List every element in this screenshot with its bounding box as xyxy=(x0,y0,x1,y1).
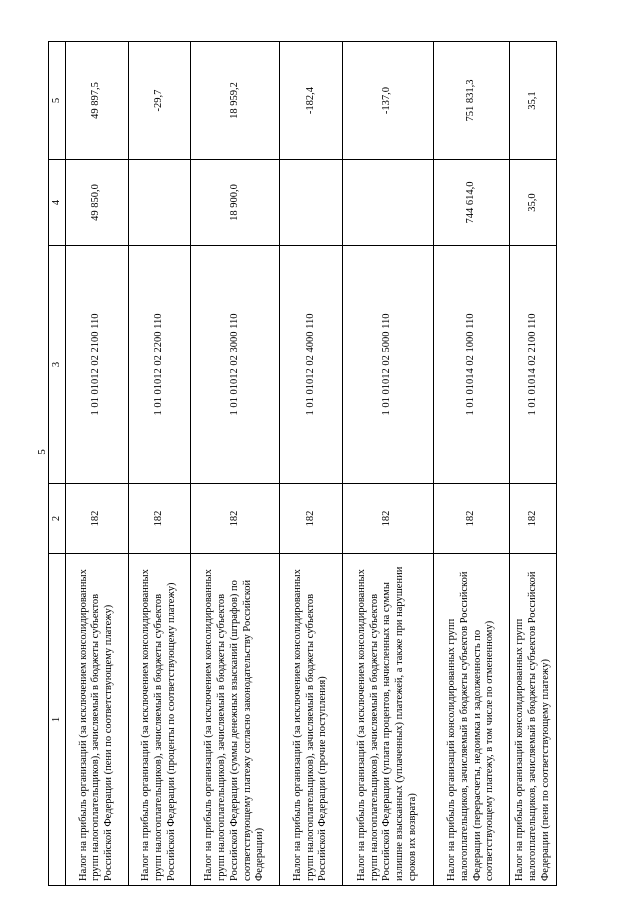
column-header-2: 2 xyxy=(49,484,66,554)
table-row xyxy=(433,42,509,886)
column-header-4: 4 xyxy=(49,160,66,246)
row-name-cell: Налог на прибыль организаций (за исключением консолидированных групп налогоплательщиков), зачисляемый в бюджеты субъектов Российской Федерации (прочие поступления) xyxy=(280,554,343,886)
admin-code-cell: 182 xyxy=(66,484,129,554)
kbk-code-cell: 1 01 01012 02 2100 110 xyxy=(66,246,129,484)
table-container xyxy=(48,42,557,886)
fact-value-cell: -182,4 xyxy=(280,42,343,160)
row-name-cell: Налог на прибыль организаций консолидированных групп налогоплательщиков, зачисляемый в бюджеты субъектов Российской Федерации (перерасчеты, недоимка и задолженность по соответствующему платежу, в том числе по отмененному) xyxy=(433,554,509,886)
row-name-cell: Налог на прибыль организаций (за исключением консолидированных групп налогоплательщиков), зачисляемый в бюджеты субъектов Российской Федерации (проценты по соответствующему платежу) xyxy=(128,554,191,886)
admin-code-cell: 182 xyxy=(433,484,509,554)
admin-code-cell: 182 xyxy=(280,484,343,554)
row-name-cell: Налог на прибыль организаций (за исключением консолидированных групп налогоплательщиков), зачисляемый в бюджеты субъектов Российской Федерации (уплата процентов, начисленных на суммы излишне взысканных (уплаченных) платежей, а также при нарушении сроков их возврата) xyxy=(342,554,433,886)
fact-value-cell: -137,0 xyxy=(342,42,433,160)
plan-value-cell xyxy=(342,160,433,246)
fact-value-cell: 49 897,5 xyxy=(66,42,129,160)
plan-value-cell xyxy=(128,160,191,246)
kbk-code-cell: 1 01 01012 02 2200 110 xyxy=(128,246,191,484)
kbk-code-cell: 1 01 01014 02 2100 110 xyxy=(510,246,557,484)
plan-value-cell xyxy=(280,160,343,246)
page-number: 5 xyxy=(36,449,48,455)
admin-code-cell: 182 xyxy=(342,484,433,554)
plan-value-cell: 744 614,0 xyxy=(433,160,509,246)
kbk-code-cell: 1 01 01012 02 5000 110 xyxy=(342,246,433,484)
kbk-code-cell: 1 01 01012 02 3000 110 xyxy=(191,246,280,484)
row-name-cell: Налог на прибыль организаций (за исключением консолидированных групп налогоплательщиков), зачисляемый в бюджеты субъектов Российской Федерации (суммы денежных взысканий (штрафов) по соответствующему платежу согласно законодательству Российской Федерации) xyxy=(191,554,280,886)
row-name-cell: Налог на прибыль организаций консолидированных групп налогоплательщиков, зачисляемый в бюджеты субъектов Российской Федерации (пени по соответствующему платежу) xyxy=(510,554,557,886)
column-header-1: 1 xyxy=(49,554,66,886)
table-row xyxy=(342,42,433,886)
table-row xyxy=(280,42,343,886)
table-row xyxy=(66,42,129,886)
header-row xyxy=(49,42,66,886)
admin-code-cell: 182 xyxy=(128,484,191,554)
table-row xyxy=(128,42,191,886)
fact-value-cell: 751 831,3 xyxy=(433,42,509,160)
admin-code-cell: 182 xyxy=(510,484,557,554)
revenue-table xyxy=(48,41,557,886)
column-header-5: 5 xyxy=(49,42,66,160)
fact-value-cell: -29,7 xyxy=(128,42,191,160)
plan-value-cell: 35,0 xyxy=(510,160,557,246)
plan-value-cell: 49 850,0 xyxy=(66,160,129,246)
fact-value-cell: 18 959,2 xyxy=(191,42,280,160)
kbk-code-cell: 1 01 01012 02 4000 110 xyxy=(280,246,343,484)
kbk-code-cell: 1 01 01014 02 1000 110 xyxy=(433,246,509,484)
table-row xyxy=(191,42,280,886)
column-header-3: 3 xyxy=(49,246,66,484)
row-name-cell: Налог на прибыль организаций (за исключением консолидированных групп налогоплательщиков), зачисляемый в бюджеты субъектов Российской Федерации (пени по соответствующему платежу) xyxy=(66,554,129,886)
plan-value-cell: 18 900,0 xyxy=(191,160,280,246)
fact-value-cell: 35,1 xyxy=(510,42,557,160)
table-row xyxy=(510,42,557,886)
admin-code-cell: 182 xyxy=(191,484,280,554)
